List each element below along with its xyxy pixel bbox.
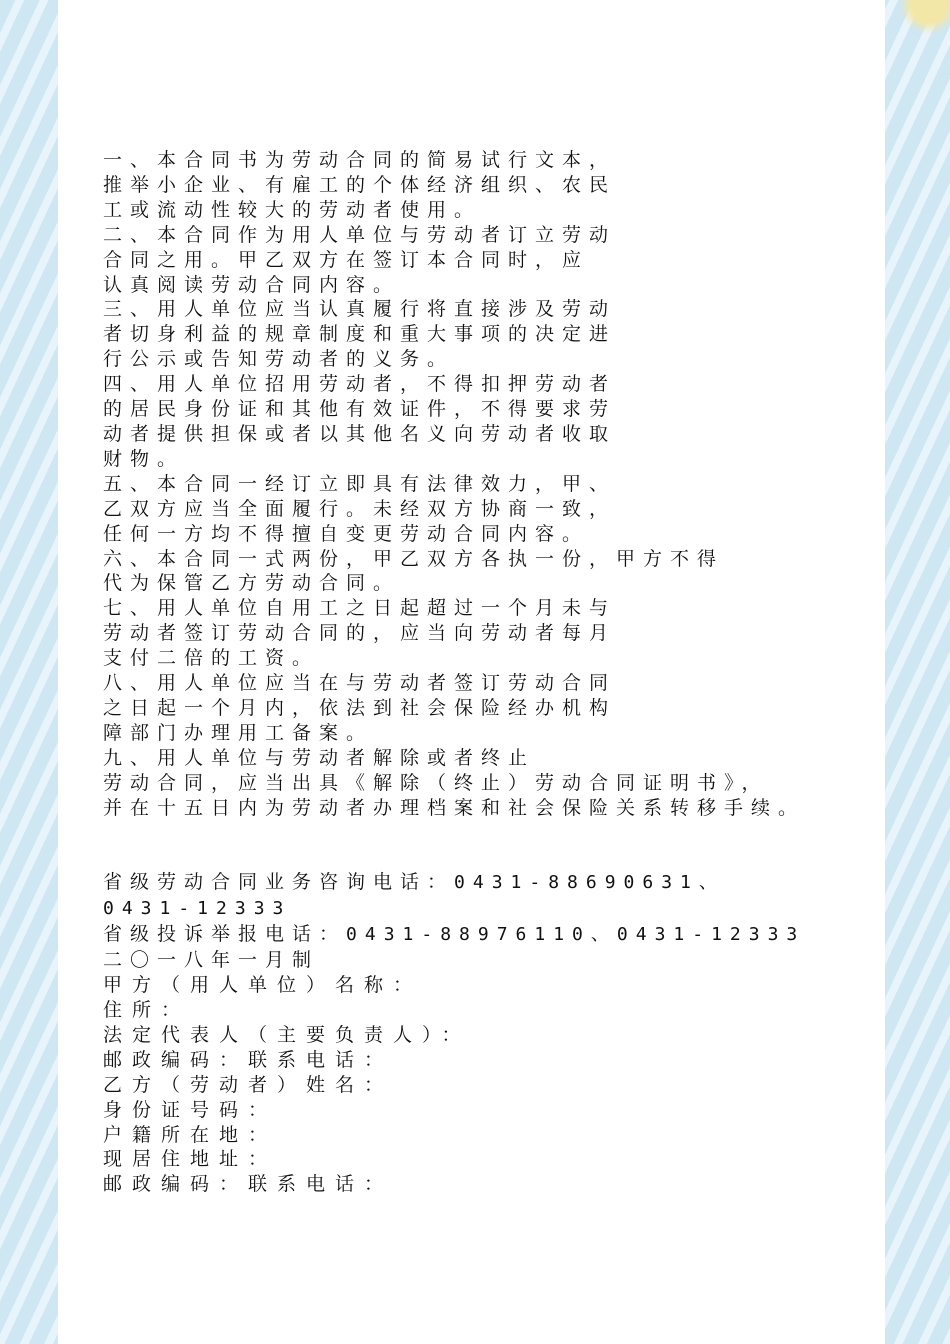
article-line: 乙双方应当全面履行。未经双方协商一致，: [103, 497, 617, 520]
article-line: 八、用人单位应当在与劳动者签订劳动合同: [103, 672, 617, 695]
article-line: 之日起一个月内，依法到社会保险经办机构: [103, 696, 617, 719]
form-field-label: 现居住地址：: [103, 1148, 278, 1171]
article-line: 行公示或告知劳动者的义务。: [103, 348, 455, 371]
article-line: 障部门办理用工备案。: [103, 721, 374, 744]
complaint-label: 省级投诉举报电话：: [103, 923, 347, 946]
article-line: 者切身利益的规章制度和重大事项的决定进: [103, 323, 617, 346]
article-line: 三、用人单位应当认真履行将直接涉及劳动: [103, 298, 617, 321]
form-field-label: 甲方（用人单位）名称：: [103, 974, 423, 997]
article-line: 六、本合同一式两份，甲乙双方各执一份，甲方不得: [103, 547, 725, 570]
article-line: 九、用人单位与劳动者解除或者终止: [103, 746, 536, 769]
form-field-label: 邮政编码：联系电话：: [103, 1173, 394, 1196]
article-line: 二、本合同作为用人单位与劳动者订立劳动: [103, 223, 617, 246]
section-gap: [103, 820, 815, 870]
consult-phone-line: [103, 870, 815, 922]
corner-decoration: [880, 0, 950, 40]
article-line: 劳动合同，应当出具《解除（终止）劳动合同证明书》，: [103, 771, 769, 794]
form-field-label: 户籍所在地：: [103, 1123, 278, 1146]
article-line: 认真阅读劳动合同内容。: [103, 273, 401, 296]
article-line: 代为保管乙方劳动合同。: [103, 572, 401, 595]
article-line: 五、本合同一经订立即具有法律效力，甲、: [103, 472, 617, 495]
complaint-phone-line: [103, 922, 815, 948]
contact-section: [103, 870, 815, 973]
article-line: 任何一方均不得擅自变更劳动合同内容。: [103, 522, 590, 545]
complaint-phones: 0431-88976110、0431-12333: [346, 924, 806, 946]
article-line: 一、本合同书为劳动合同的简易试行文本，: [103, 149, 617, 171]
party-info-form: [103, 973, 815, 1197]
form-field-label: 邮政编码：联系电话：: [103, 1048, 394, 1071]
article-section: [103, 148, 815, 820]
issue-date: 二〇一八年一月制: [103, 949, 320, 972]
form-field-label: 身份证号码：: [103, 1098, 278, 1121]
article-line: 并在十五日内为劳动者办理档案和社会保险关系转移手续。: [103, 796, 806, 819]
consult-label: 省级劳动合同业务咨询电话：: [103, 871, 455, 894]
article-line: 的居民身份证和其他有效证件，不得要求劳: [103, 398, 617, 421]
article-line: 财物。: [103, 447, 185, 470]
document-content: [103, 148, 815, 1197]
article-line: 劳动者签订劳动合同的，应当向劳动者每月: [103, 622, 617, 645]
consult-phones: 0431-88690631、0431-12333: [103, 872, 725, 920]
article-line: 七、用人单位自用工之日起超过一个月未与: [103, 597, 617, 620]
article-line: 四、用人单位招用劳动者，不得扣押劳动者: [103, 373, 617, 396]
form-field-label: 乙方（劳动者）姓名：: [103, 1073, 394, 1096]
article-line: 合同之用。甲乙双方在签订本合同时，应: [103, 248, 590, 271]
article-line: 支付二倍的工资。: [103, 647, 320, 670]
article-line: 推举小企业、有雇工的个体经济组织、农民: [103, 173, 617, 196]
form-field-label: 住所：: [103, 999, 191, 1021]
article-line: 工或流动性较大的劳动者使用。: [103, 198, 482, 221]
form-field-label: 法定代表人（主要负责人）：: [103, 1023, 471, 1046]
article-line: 动者提供担保或者以其他名义向劳动者收取: [103, 422, 617, 445]
